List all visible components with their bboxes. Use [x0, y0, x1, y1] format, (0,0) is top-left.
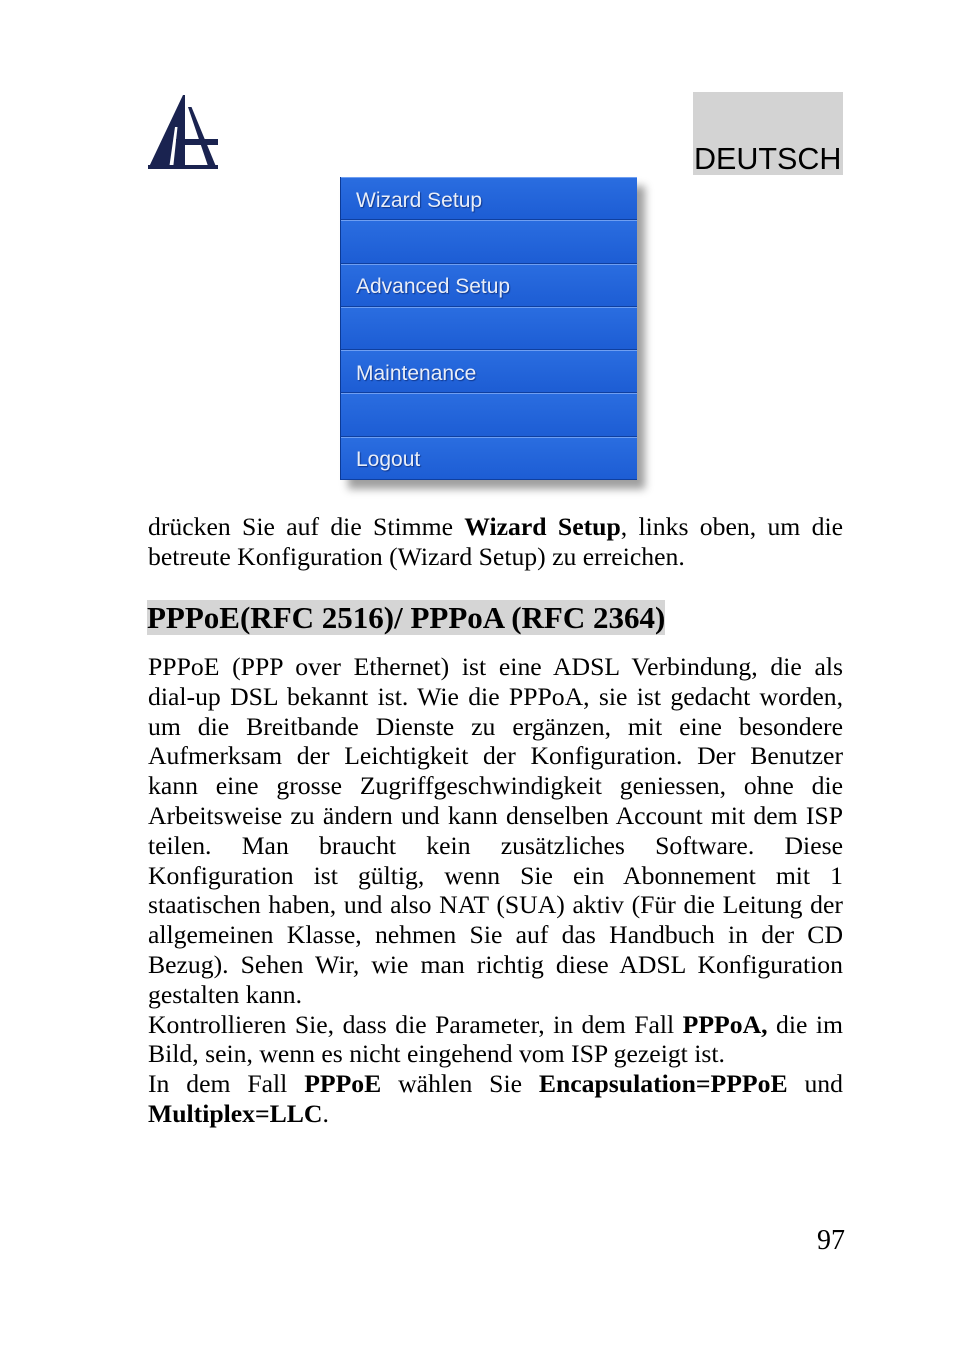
paragraph-3 [148, 1069, 843, 1129]
logo-shape [148, 165, 218, 169]
text-run: In dem Fall [148, 1069, 305, 1099]
page-number: 97 [817, 1225, 845, 1256]
text-line: teilen. Man braucht kein zusätzliches Software. Diese [148, 830, 843, 860]
menu-item-logout[interactable] [341, 437, 637, 480]
menu-blank-row [341, 307, 637, 350]
menu-item-label: Advanced Setup [356, 275, 511, 299]
text-run: und [787, 1069, 843, 1099]
bold-term: Encapsulation=PPPoE [538, 1069, 788, 1099]
text-line: gestalten kann. [148, 979, 303, 1009]
text-run: Kontrollieren Sie, dass die Parameter, in dem Fall [148, 1009, 683, 1039]
menu-item-label: Logout [356, 448, 421, 472]
bold-term: Multiplex=LLC [148, 1098, 323, 1128]
router-menu [340, 177, 637, 480]
language-label: DEUTSCH [694, 142, 842, 176]
paragraph-1 [148, 652, 843, 1010]
menu-item-label: Maintenance [356, 361, 477, 385]
menu-item-advanced-setup[interactable] [341, 264, 637, 307]
section-body [148, 652, 843, 1129]
text-run: wählen Sie [381, 1069, 539, 1099]
text-line: Bezug). Sehen Wir, wie man richtig diese ADSL Konfiguration [148, 949, 843, 979]
logo-shape [176, 139, 218, 145]
text-line: allgemeinen Klasse, nehmen Sie auf das Handbuch in der CD [148, 920, 843, 950]
menu-item-wizard-setup[interactable] [341, 177, 637, 220]
text-run: die im [767, 1009, 843, 1039]
paragraph-2 [148, 1010, 843, 1070]
logo-shape [148, 95, 185, 169]
menu-blank-row [341, 393, 637, 436]
text-run: , links oben, um die [620, 512, 843, 541]
text-line: kann eine grosse Zugriffgeschwindigkeit geniessen, ohne die [148, 771, 843, 801]
logo-graphic [148, 95, 218, 169]
text-line: dial-up DSL bekannt ist. Wie die PPPoA, sie ist gedacht worden, [148, 681, 843, 711]
text-line: um die Breitbande Dienste zu ergänzen, mit eine besondere [148, 711, 843, 741]
text-line: Aufmerksam der Leichtigkeit der Konfiguration. Der Benutzer [148, 741, 843, 771]
text-line: Bild, sein, wenn es nicht eingehend vom ISP gezeigt ist. [148, 1039, 725, 1069]
text-line [148, 1069, 843, 1099]
menu-item-label: Wizard Setup [356, 188, 483, 212]
intro-line-1 [148, 512, 843, 542]
section-heading [147, 600, 665, 635]
menu-blank-row [341, 220, 637, 263]
intro-paragraph [148, 512, 843, 572]
intro-line-2: betreute Konfiguration (Wizard Setup) zu erreichen. [148, 541, 685, 571]
menu-item-maintenance[interactable] [341, 350, 637, 393]
text-run: drücken Sie auf die Stimme [148, 512, 465, 541]
text-line: Arbeitsweise zu ändern und kann denselben Account mit dem ISP [148, 800, 843, 830]
text-line: staatischen haben, und also NAT (SUA) aktiv (Für die Leitung der [148, 890, 843, 920]
text-line: Konfiguration ist gültig, wenn Sie ein Abonnement mit 1 [148, 860, 843, 890]
text-line [148, 1099, 843, 1129]
atlantis-logo-icon [148, 95, 218, 169]
bold-term: PPPoE [304, 1069, 382, 1099]
text-line: PPPoE (PPP over Ethernet) ist eine ADSL Verbindung, die als [148, 652, 843, 681]
text-run: . [322, 1098, 329, 1128]
logo-shape [188, 107, 217, 169]
text-line [148, 1010, 843, 1040]
bold-term: PPPoA, [682, 1009, 768, 1039]
bold-term: Wizard Setup [464, 512, 621, 541]
language-badge [693, 92, 843, 175]
section-heading-text: PPPoE(RFC 2516)/ PPPoA (RFC 2364) [147, 600, 666, 635]
